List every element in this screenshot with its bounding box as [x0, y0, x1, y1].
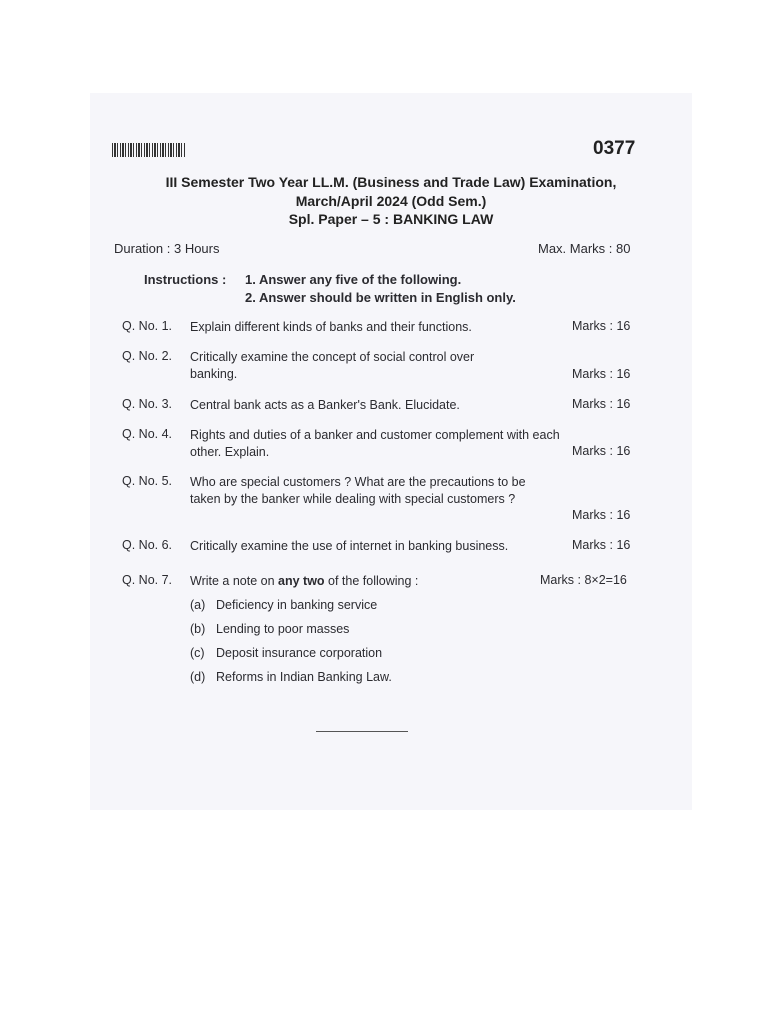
question-marks: Marks : 16	[572, 367, 631, 381]
paper-code: 0377	[593, 138, 636, 159]
question-text: Critically examine the use of internet in banking business.	[190, 539, 509, 553]
question-marks: Marks : 16	[572, 319, 631, 333]
question-text: Rights and duties of a banker and customer complement with each other. Explain.	[190, 428, 560, 459]
duration: Duration : 3 Hours	[114, 241, 220, 256]
max-marks: Max. Marks : 80	[538, 241, 631, 256]
question-number: Q. No. 7.	[122, 573, 173, 587]
instruction-1: 1. Answer any five of the following.	[245, 272, 462, 287]
sub-item	[190, 670, 392, 684]
question-marks: Marks : 16	[572, 508, 631, 522]
barcode	[112, 143, 186, 157]
question-text-emphasis: any two	[278, 574, 325, 588]
question-text: Central bank acts as a Banker's Bank. Elucidate.	[190, 398, 460, 412]
sub-item-label: (b)	[190, 622, 206, 636]
question-marks: Marks : 8×2=16	[540, 573, 627, 587]
sub-item	[190, 598, 377, 612]
sub-item-label: (a)	[190, 598, 206, 612]
question-text: Critically examine the concept of social control over banking.	[190, 350, 475, 381]
end-rule	[316, 731, 408, 732]
sub-item	[190, 646, 382, 660]
exam-session: March/April 2024 (Odd Sem.)	[295, 193, 487, 209]
sub-item	[190, 622, 349, 636]
sub-item-text: Reforms in Indian Banking Law.	[216, 670, 392, 684]
sub-item-text: Lending to poor masses	[216, 622, 350, 636]
question-marks: Marks : 16	[572, 444, 631, 458]
question-text	[190, 573, 570, 590]
question-number: Q. No. 4.	[122, 427, 173, 441]
question-marks: Marks : 16	[572, 397, 631, 411]
question-text: Who are special customers ? What are the precautions to be taken by the banker while dealing with special customers ?	[190, 475, 526, 506]
sub-item-label: (c)	[190, 646, 205, 660]
question-number: Q. No. 2.	[122, 349, 173, 363]
sub-item-text: Deficiency in banking service	[216, 598, 378, 612]
question-text-start: Write a note on	[190, 574, 279, 588]
paper-name: Spl. Paper – 5 : BANKING LAW	[288, 211, 494, 227]
question-text: Explain different kinds of banks and their functions.	[190, 320, 472, 334]
question-number: Q. No. 3.	[122, 397, 173, 411]
question-marks: Marks : 16	[572, 538, 631, 552]
instructions-label: Instructions :	[144, 272, 227, 287]
question-number: Q. No. 6.	[122, 538, 173, 552]
exam-paper	[90, 93, 692, 810]
question-text-end: of the following :	[324, 574, 419, 588]
question-number: Q. No. 1.	[122, 319, 173, 333]
instruction-2: 2. Answer should be written in English only.	[245, 290, 516, 305]
exam-title: III Semester Two Year LL.M. (Business and Trade Law) Examination,	[165, 174, 617, 190]
sub-item-text: Deposit insurance corporation	[216, 646, 383, 660]
question-number: Q. No. 5.	[122, 474, 173, 488]
sub-item-label: (d)	[190, 670, 206, 684]
